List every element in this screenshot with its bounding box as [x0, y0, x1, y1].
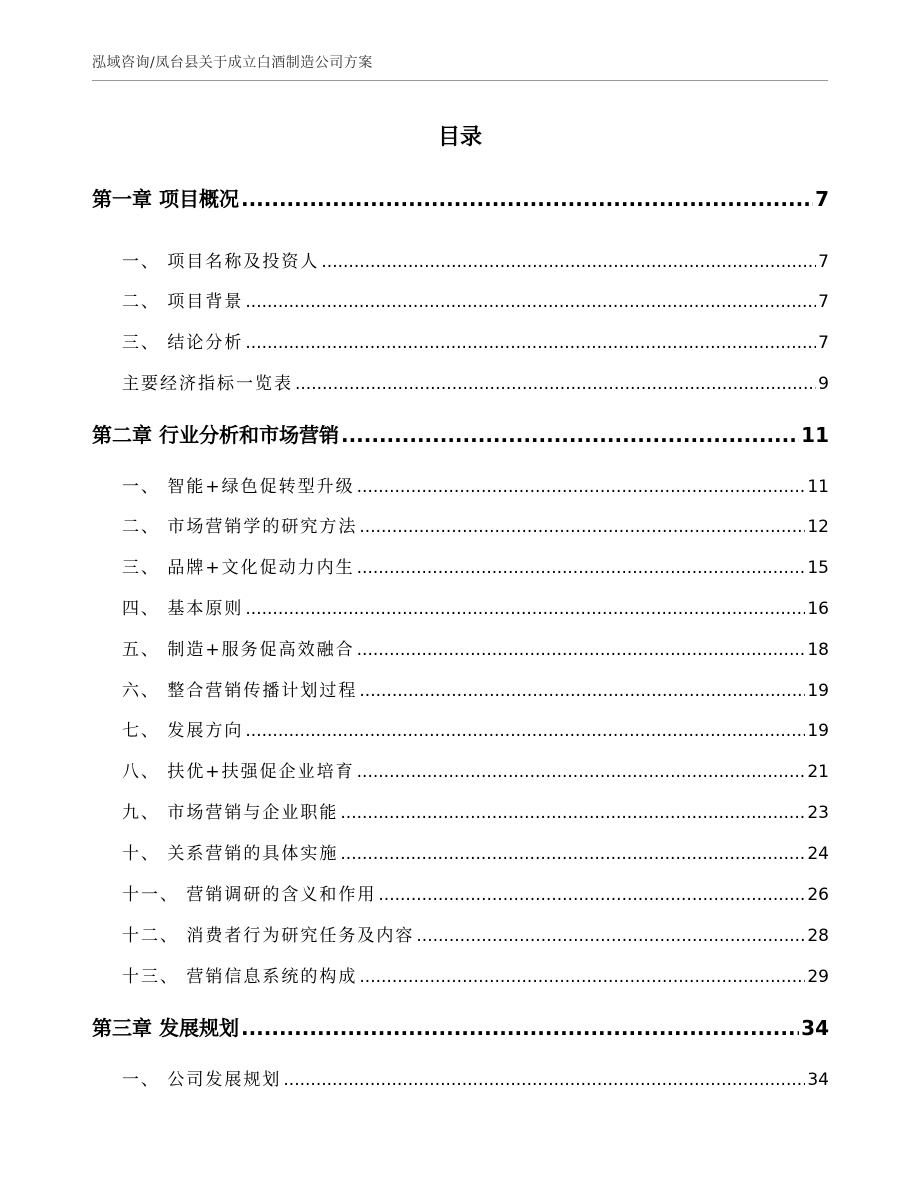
toc-page-number: 34: [801, 1016, 829, 1040]
toc-section[interactable]: [122, 328, 829, 354]
toc-section[interactable]: [122, 962, 829, 988]
toc-page-number: 34: [807, 1070, 829, 1090]
toc-page-number: 29: [807, 967, 829, 987]
toc-section[interactable]: [122, 676, 829, 702]
toc-page-number: 15: [807, 558, 829, 578]
toc-leader-dots: [357, 558, 806, 578]
toc-leader-dots: [359, 967, 805, 987]
toc-leader-dots: [245, 599, 805, 619]
toc-section[interactable]: [122, 287, 829, 313]
toc-section[interactable]: [122, 635, 829, 661]
toc-section[interactable]: [122, 757, 829, 783]
toc-leader-dots: [245, 292, 816, 312]
toc-entry-label: 一、 项目名称及投资人: [122, 252, 320, 272]
toc-section[interactable]: [122, 839, 829, 865]
toc-chapter-1[interactable]: [92, 183, 829, 213]
toc-page-number: 28: [807, 926, 829, 946]
toc-entry-label: 一、 智能+绿色促转型升级: [122, 477, 355, 497]
toc-page-number: 19: [807, 681, 829, 701]
toc-section[interactable]: [122, 512, 829, 538]
toc-page-number: 26: [807, 885, 829, 905]
toc-entry-label: 三、 品牌+文化促动力内生: [122, 558, 355, 578]
toc-section[interactable]: [122, 880, 829, 906]
toc-page-number: 24: [807, 844, 829, 864]
toc-section[interactable]: [122, 594, 829, 620]
toc-section[interactable]: [122, 798, 829, 824]
toc-page-number: 9: [818, 374, 829, 394]
toc-leader-dots: [295, 374, 816, 394]
toc-leader-dots: [357, 762, 806, 782]
toc-leader-dots: [378, 885, 805, 905]
toc-entry-label: 二、 项目背景: [122, 292, 244, 312]
toc-page-number: 12: [807, 517, 829, 537]
toc-section[interactable]: [122, 921, 829, 947]
toc-leader-dots: [357, 477, 806, 497]
toc-leader-dots: [359, 517, 805, 537]
toc-leader-dots: [241, 187, 813, 211]
toc-page-number: 16: [807, 599, 829, 619]
toc-leader-dots: [340, 803, 805, 823]
toc-section[interactable]: [122, 247, 829, 273]
toc-title: 目录: [437, 125, 482, 150]
toc-entry-label: 十、 关系营销的具体实施: [122, 844, 339, 864]
toc-entry-label: 十三、 营销信息系统的构成: [122, 967, 358, 987]
toc-page-number: 18: [807, 640, 829, 660]
toc-entry-label: 八、 扶优+扶强促企业培育: [122, 762, 355, 782]
toc-section[interactable]: [122, 716, 829, 742]
toc-page-number: 23: [807, 803, 829, 823]
toc-leader-dots: [241, 1016, 799, 1040]
toc-chapter-3[interactable]: [92, 1012, 829, 1042]
toc-leader-dots: [357, 640, 806, 660]
toc-entry-label: 第三章 发展规划: [92, 1016, 239, 1040]
toc-section[interactable]: [122, 1065, 829, 1091]
toc-entry-label: 三、 结论分析: [122, 333, 244, 353]
toc-leader-dots: [245, 333, 816, 353]
toc-entry-label: 六、 整合营销传播计划过程: [122, 681, 358, 701]
toc-entry-label: 九、 市场营销与企业职能: [122, 803, 339, 823]
toc-entry-label: 主要经济指标一览表: [122, 374, 293, 394]
toc-section[interactable]: [122, 369, 829, 395]
toc-leader-dots: [340, 844, 805, 864]
toc-page-number: 7: [818, 292, 829, 312]
toc-entry-label: 七、 发展方向: [122, 721, 244, 741]
toc-page-number: 11: [807, 477, 829, 497]
toc-leader-dots: [245, 721, 805, 741]
page-header: 泓域咨询/凤台县关于成立白酒制造公司方案: [92, 55, 373, 71]
toc-page-number: 11: [801, 423, 829, 447]
toc-leader-dots: [359, 681, 805, 701]
toc-section[interactable]: [122, 472, 829, 498]
toc-page-number: 19: [807, 721, 829, 741]
toc-page-number: 7: [818, 333, 829, 353]
toc-entry-label: 四、 基本原则: [122, 599, 244, 619]
toc-entry-label: 十一、 营销调研的含义和作用: [122, 885, 377, 905]
toc-entry-label: 第一章 项目概况: [92, 187, 239, 211]
toc-entry-label: 第二章 行业分析和市场营销: [92, 423, 339, 447]
toc-leader-dots: [341, 423, 799, 447]
toc-leader-dots: [283, 1070, 805, 1090]
toc-page-number: 7: [815, 187, 829, 211]
toc-section[interactable]: [122, 553, 829, 579]
toc-page-number: 21: [807, 762, 829, 782]
toc-leader-dots: [321, 252, 816, 272]
toc-page-number: 7: [818, 252, 829, 272]
header-divider: [92, 80, 828, 81]
toc-entry-label: 五、 制造+服务促高效融合: [122, 640, 355, 660]
toc-entry-label: 十二、 消费者行为研究任务及内容: [122, 926, 415, 946]
toc-entry-label: 二、 市场营销学的研究方法: [122, 517, 358, 537]
toc-entry-label: 一、 公司发展规划: [122, 1070, 282, 1090]
toc-chapter-2[interactable]: [92, 419, 829, 449]
toc-leader-dots: [416, 926, 805, 946]
